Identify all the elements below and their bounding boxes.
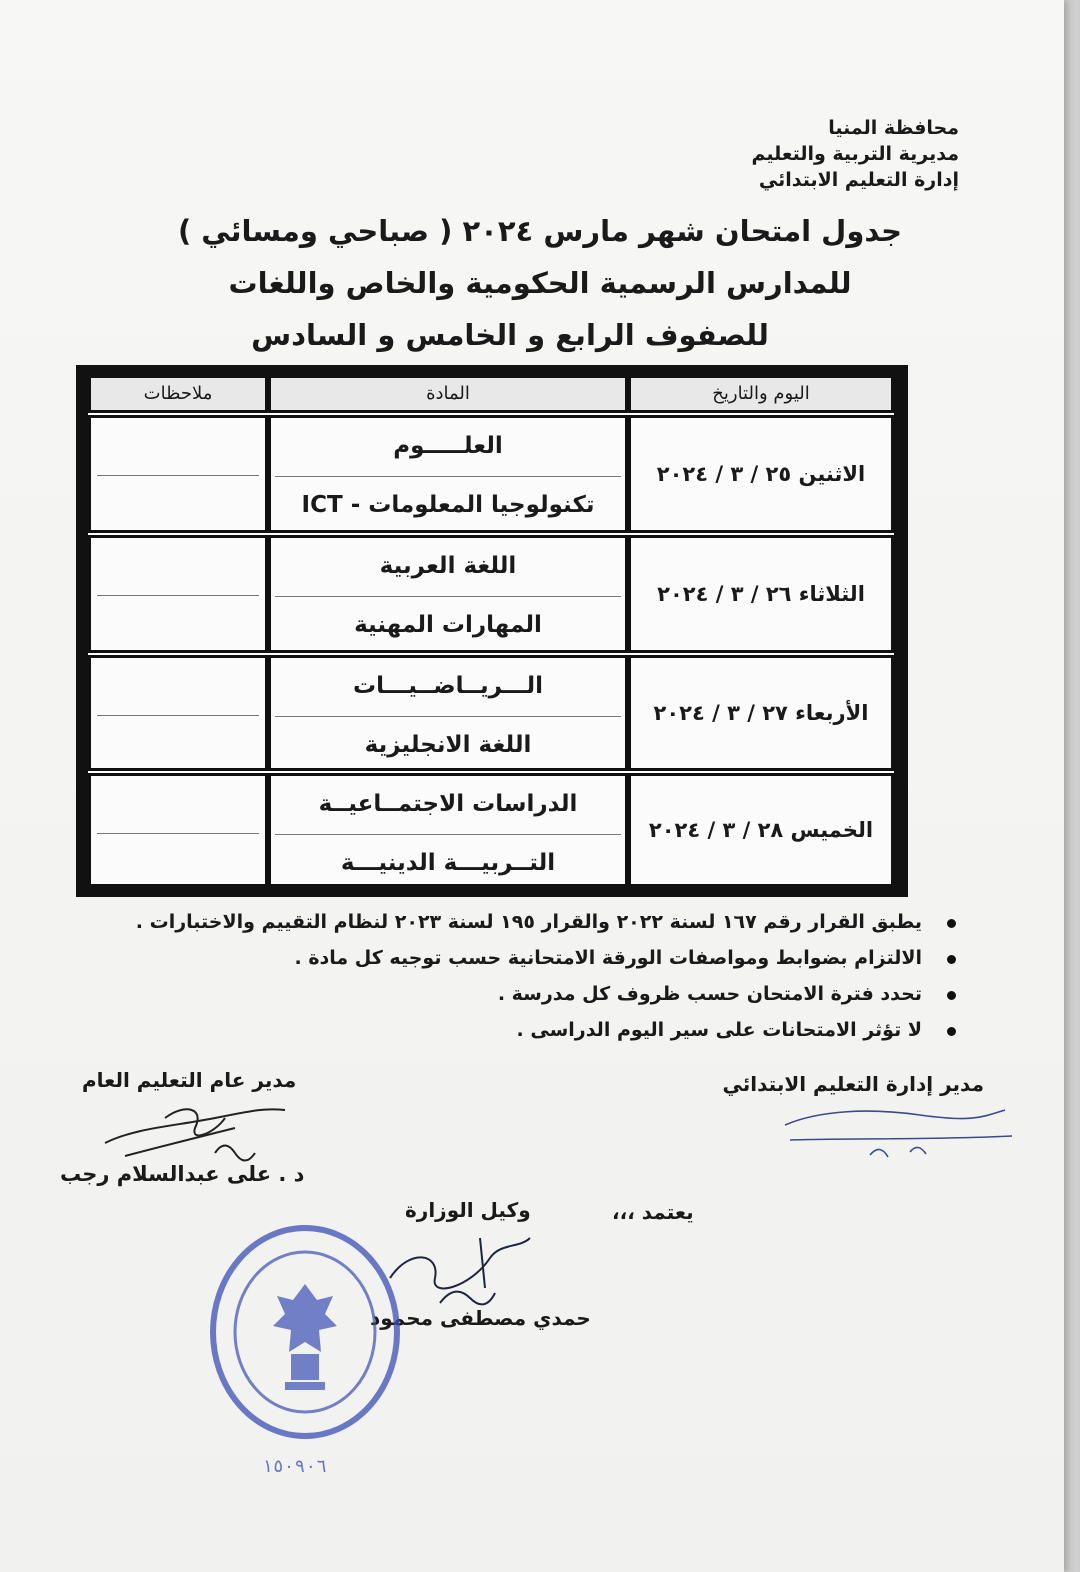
bullet-icon [947, 991, 956, 1000]
title-line-3: للصفوف الرابع و الخامس و السادس [251, 318, 769, 352]
exam-schedule-table [76, 365, 908, 897]
subject-cell [268, 535, 628, 653]
notes-cell [88, 773, 268, 887]
day-date-cell: الأربعاء ٢٧ / ٣ / ٢٠٢٤ [628, 655, 894, 771]
day-date-cell: الاثنين ٢٥ / ٣ / ٢٠٢٤ [628, 415, 894, 533]
header-day: اليوم والتاريخ [628, 375, 894, 413]
bullet-icon [947, 919, 956, 928]
official-stamp [205, 1222, 405, 1442]
bullet-icon [947, 1027, 956, 1036]
stamp-serial-number: ١٥٠٩٠٦ [262, 1456, 328, 1477]
subject-cell [268, 655, 628, 771]
approval-label: يعتمد ،،، [612, 1200, 694, 1224]
notes-cell [88, 655, 268, 771]
primary-education-director-title: مدير إدارة التعليم الابتدائي [722, 1072, 984, 1096]
general-education-director-title: مدير عام التعليم العام [82, 1068, 297, 1092]
subject-name: تكنولوجيا المعلومات - ICT [301, 492, 595, 518]
header-subject: المادة [268, 375, 628, 413]
subject-name: الدراسات الاجتمــاعيــة [318, 791, 578, 817]
org-governorate: محافظة المنيا [828, 117, 959, 139]
list-item: يطبق القرار رقم ١٦٧ لسنة ٢٠٢٢ والقرار ١٩٥ لسنة ٢٠٢٣ لنظام التقييم والاختبارات . [64, 904, 924, 940]
subject-name: التــربيـــة الدينيـــة [340, 850, 556, 876]
subject-cell [268, 415, 628, 533]
header-notes: ملاحظات [88, 375, 268, 413]
subject-name: اللغة العربية [379, 553, 517, 579]
subject-cell [268, 773, 628, 887]
subject-name: المهارات المهنية [354, 612, 542, 638]
day-date-cell: الثلاثاء ٢٦ / ٣ / ٢٠٢٤ [628, 535, 894, 653]
list-item: تحدد فترة الامتحان حسب ظروف كل مدرسة . [64, 976, 924, 1012]
notes-list [64, 904, 924, 1048]
bullet-icon [947, 955, 956, 964]
org-directorate: مديرية التربية والتعليم [751, 143, 959, 165]
org-administration: إدارة التعليم الابتدائي [758, 169, 959, 191]
subject-name: اللغة الانجليزية [364, 732, 532, 758]
list-item: الالتزام بضوابط ومواصفات الورقة الامتحانية حسب توجيه كل مادة . [64, 940, 924, 976]
notes-cell [88, 535, 268, 653]
organization-header [659, 115, 959, 193]
deputy-minister-name: حمدي مصطفى محمود [370, 1306, 591, 1330]
signature-general-director [95, 1098, 295, 1178]
day-date-cell: الخميس ٢٨ / ٣ / ٢٠٢٤ [628, 773, 894, 887]
subject-name: العلـــــوم [393, 433, 503, 459]
list-item: لا تؤثر الامتحانات على سير اليوم الدراسى . [64, 1012, 924, 1048]
general-director-name: د . على عبدالسلام رجب [60, 1162, 305, 1186]
title-line-2: للمدارس الرسمية الحكومية والخاص واللغات [228, 266, 852, 300]
title-line-1: جدول امتحان شهر مارس ٢٠٢٤ ( صباحي ومسائي ) [177, 214, 903, 248]
subject-name: الـــريــاضــيـــات [352, 673, 544, 699]
notes-cell [88, 415, 268, 533]
deputy-minister-title: وكيل الوزارة [405, 1198, 531, 1222]
document-title [120, 205, 920, 361]
signature-primary-director [780, 1100, 1020, 1175]
